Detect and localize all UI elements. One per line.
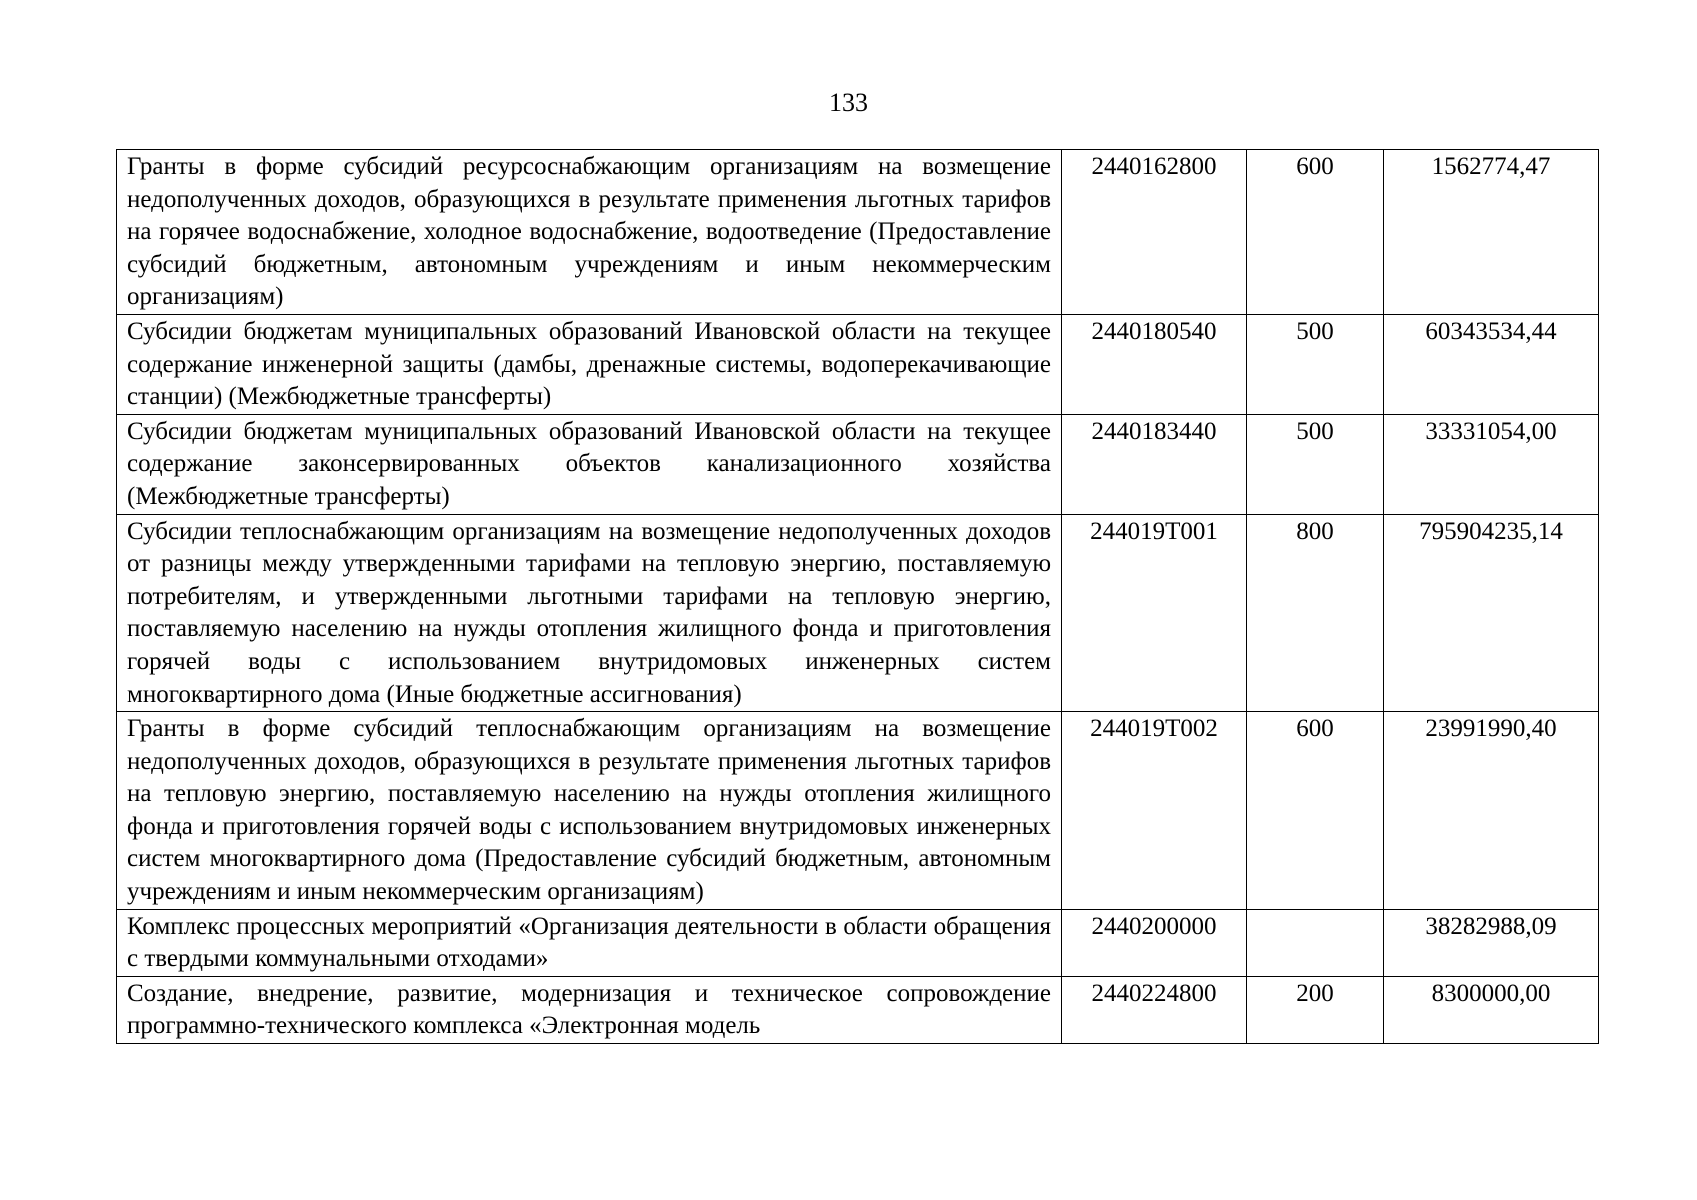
row-expense-type: 600: [1247, 712, 1384, 910]
row-expense-type: 500: [1247, 314, 1384, 414]
row-description: Комплекс процессных мероприятий «Организация деятельности в области обращения с твердыми коммунальными отходами»: [117, 909, 1062, 976]
row-code: 2440162800: [1062, 150, 1247, 315]
table-row: [117, 909, 1599, 976]
row-expense-type: 800: [1247, 514, 1384, 712]
row-code: 2440224800: [1062, 976, 1247, 1043]
row-amount: 23991990,40: [1384, 712, 1599, 910]
table-row: [117, 150, 1599, 315]
table-row: [117, 414, 1599, 514]
row-expense-type: [1247, 909, 1384, 976]
table-row: [117, 314, 1599, 414]
page-number: 133: [829, 88, 868, 117]
row-description: Создание, внедрение, развитие, модернизация и техническое сопровождение программно-технического комплекса «Электронная модель: [117, 976, 1062, 1043]
table-row: [117, 514, 1599, 712]
row-description: Гранты в форме субсидий теплоснабжающим организациям на возмещение недополученных доходов, образующихся в результате применения льготных тарифов на тепловую энергию, поставляемую населению на нужды отопления жилищного фонда и приготовления горячей воды с использованием внутридомовых инженерных систем многоквартирного дома (Предоставление субсидий бюджетным, автономным учреждениям и иным некоммерческим организациям): [117, 712, 1062, 910]
row-amount: 38282988,09: [1384, 909, 1599, 976]
row-description: Субсидии бюджетам муниципальных образований Ивановской области на текущее содержание инженерной защиты (дамбы, дренажные системы, водоперекачивающие станции) (Межбюджетные трансферты): [117, 314, 1062, 414]
row-code: 244019Т001: [1062, 514, 1247, 712]
row-expense-type: 500: [1247, 414, 1384, 514]
row-code: 2440200000: [1062, 909, 1247, 976]
row-description: Субсидии бюджетам муниципальных образований Ивановской области на текущее содержание законсервированных объектов канализационного хозяйства (Межбюджетные трансферты): [117, 414, 1062, 514]
row-amount: 33331054,00: [1384, 414, 1599, 514]
row-code: 2440183440: [1062, 414, 1247, 514]
row-description: Субсидии теплоснабжающим организациям на возмещение недополученных доходов от разницы между утвержденными тарифами на тепловую энергию, поставляемую потребителям, и утвержденными льготными тарифами на тепловую энергию, поставляемую населению на нужды отопления жилищного фонда и приготовления горячей воды с использованием внутридомовых инженерных систем многоквартирного дома (Иные бюджетные ассигнования): [117, 514, 1062, 712]
row-amount: 795904235,14: [1384, 514, 1599, 712]
row-code: 2440180540: [1062, 314, 1247, 414]
row-code: 244019Т002: [1062, 712, 1247, 910]
table-row: [117, 712, 1599, 910]
row-amount: 8300000,00: [1384, 976, 1599, 1043]
row-description: Гранты в форме субсидий ресурсоснабжающим организациям на возмещение недополученных доходов, образующихся в результате применения льготных тарифов на горячее водоснабжение, холодное водоснабжение, водоотведение (Предоставление субсидий бюджетным, автономным учреждениям и иным некоммерческим организациям): [117, 150, 1062, 315]
table-row: [117, 976, 1599, 1043]
row-expense-type: 200: [1247, 976, 1384, 1043]
row-amount: 1562774,47: [1384, 150, 1599, 315]
row-amount: 60343534,44: [1384, 314, 1599, 414]
row-expense-type: 600: [1247, 150, 1384, 315]
budget-table: [116, 149, 1599, 1044]
